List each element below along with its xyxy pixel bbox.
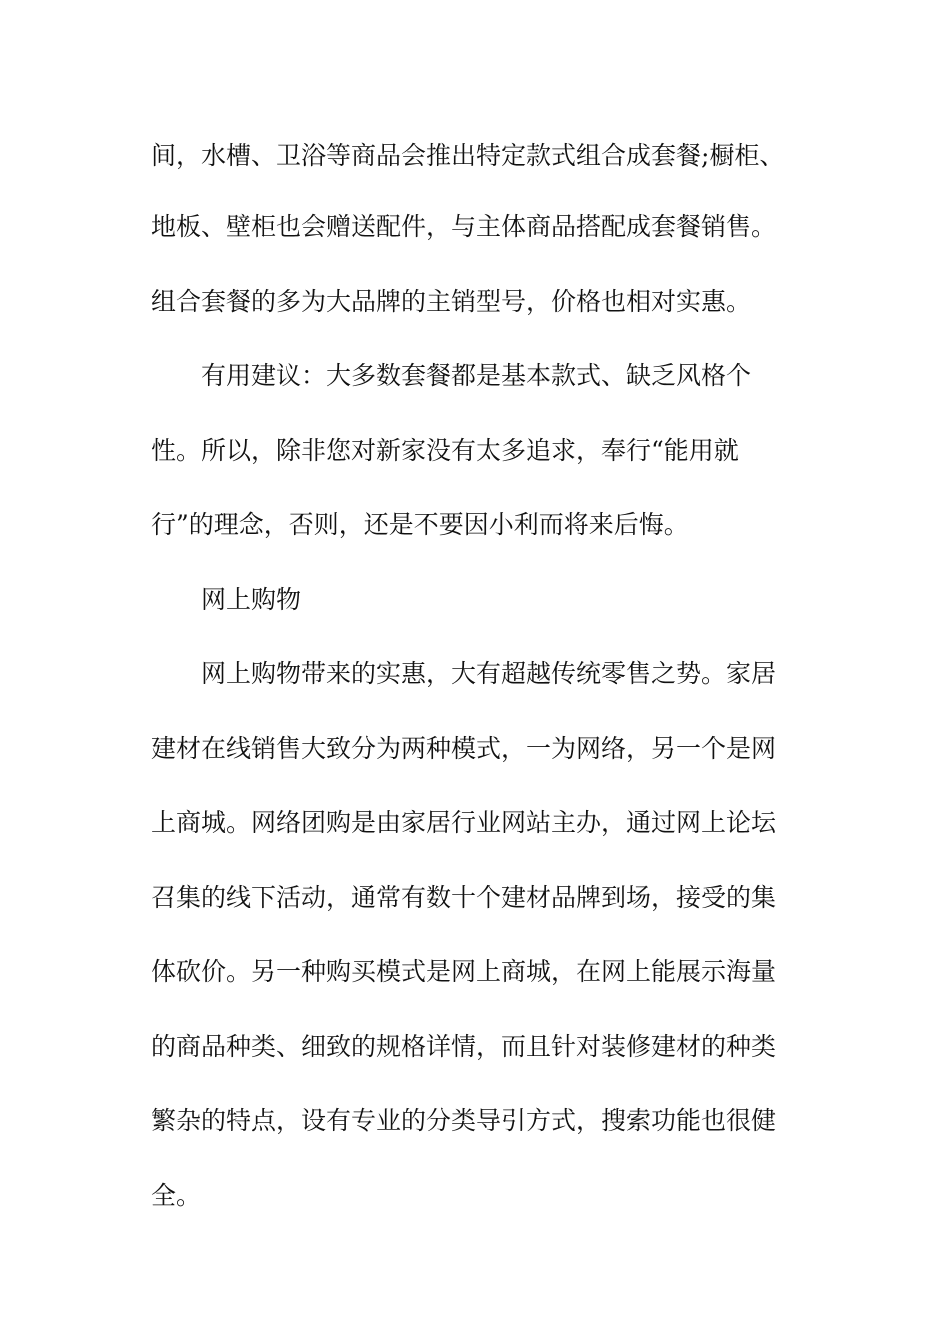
text-line: 网上购物带来的实惠，大有超越传统零售之势。家居 [201,659,777,688]
text-line: 性。所以，除非您对新家没有太多追求，奉行“能用就 [151,436,739,465]
text-line: 上商城。网络团购是由家居行业网站主办，通过网上论坛 [151,808,777,837]
text-line: 建材在线销售大致分为两种模式，一为网络，另一个是网 [151,734,777,763]
text-line: 全。 [151,1181,202,1210]
section-heading: 网上购物 [201,585,302,614]
text-line: 的商品种类、细致的规格详情，而且针对装修建材的种类 [151,1032,777,1061]
text-line: 地板、壁柜也会赠送配件，与主体商品搭配成套餐销售。 [151,212,777,241]
text-line: 行”的理念，否则，还是不要因小利而将来后悔。 [151,510,689,539]
text-line: 有用建议：大多数套餐都是基本款式、缺乏风格个 [201,361,752,390]
text-line: 召集的线下活动，通常有数十个建材品牌到场，接受的集 [151,883,777,912]
text-line: 繁杂的特点，设有专业的分类导引方式，搜索功能也很健 [151,1106,777,1135]
text-line: 间，水槽、卫浴等商品会推出特定款式组合成套餐;橱柜、 [151,141,785,170]
text-line: 体砍价。另一种购买模式是网上商城，在网上能展示海量 [151,957,777,986]
text-line: 组合套餐的多为大品牌的主销型号，价格也相对实惠。 [151,287,752,316]
